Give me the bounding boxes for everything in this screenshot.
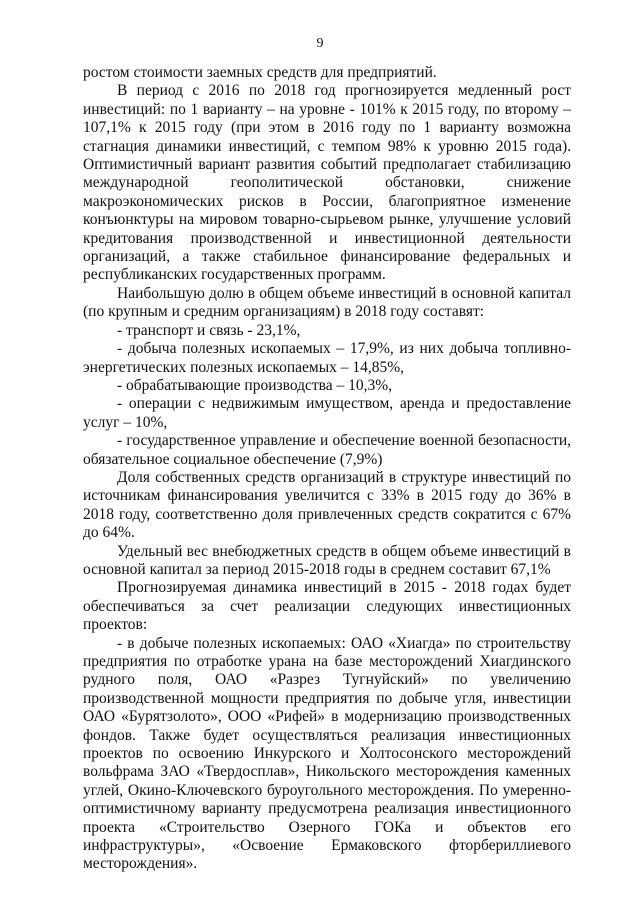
list-item-transport: - транспорт и связь - 23,1%, (117, 321, 301, 339)
paragraph-extrabudgetary: Удельный вес внебюджетных средств в общем объеме инвестиций в основной капитал за период 2015-2018 годы в среднем составит 67,1% (83, 542, 571, 578)
list-item-mining: - добыча полезных ископаемых – 17,9%, из них добыча топливно-энергетических полезных ископаемых – 14,85%, (83, 340, 571, 376)
paragraph-own-funds: Доля собственных средств организаций в структуре инвестиций по источникам финансирования увеличится с 33% в 2015 году до 36% в 2018 году, соответственно доля привлеченных средств сократится с 67% до 64%. (83, 468, 571, 542)
list-item-government: - государственное управление и обеспечение военной безопасности, обязательное социальное обеспечение (7,9%) (83, 432, 571, 468)
paragraph-dynamics: Прогнозируемая динамика инвестиций в 2015 - 2018 годах будет обеспечиваться за счет реализации следующих инвестиционных проектов: (83, 579, 571, 634)
document-body (83, 64, 571, 874)
paragraph-investment-forecast: В период с 2016 по 2018 год прогнозируется медленный рост инвестиций: по 1 варианту – на уровне - 101% к 2015 году, по второму – 107,1% к 2015 году (при этом в 2016 году по 1 варианту возможна стагнация динамики инвестиций, с темпом 98% к уровню 2015 года). Оптимистичный вариант развития событий предполагает стабилизацию международной геополитической обстановки, снижение макроэкономических рисков в России, благоприятное изменение конъюнктуры на мировом товарно-сырьевом рынке, улучшение условий кредитования производственной и инвестиционной деятельности организаций, а также стабильное финансирование федеральных и республиканских государственных программ. (83, 82, 571, 284)
page-number: 9 (316, 36, 324, 51)
paragraph-continuation: ростом стоимости заемных средств для предприятий. (83, 64, 437, 81)
paragraph-largest-share: Наибольшую долю в общем объеме инвестиций в основной капитал (по крупным и средним организациям) в 2018 году составят: (83, 284, 571, 321)
list-item-manufacturing: - обрабатывающие производства – 10,3%, (117, 376, 393, 394)
list-item-real-estate: - операции с недвижимым имуществом, аренда и предоставление услуг – 10%, (83, 395, 571, 431)
paragraph-mining-projects: - в добыче полезных ископаемых: ОАО «Хиагда» по строительству предприятия по отработке урана на базе месторождений Хиагдинского рудного поля, ОАО «Разрез Тугнуйский» по увеличению производственной мощности предприятия по добыче угля, инвестиции ОАО «Бурятзолото», ООО «Рифей» в модернизацию производственных фондов. Также будет осуществляться реализация инвестиционных проектов по освоению Инкурского и Холтосонского месторождений вольфрама ЗАО «Твердосплав», Никольского месторождения каменных углей, Окино-Ключевского буроугольного месторождения. По умеренно-оптимистичному варианту предусмотрена реализация инвестиционного проекта «Строительство Озерного ГОКа и объектов его инфраструктуры», «Освоение Ермаковского фторбериллиевого месторождения». (83, 634, 571, 873)
